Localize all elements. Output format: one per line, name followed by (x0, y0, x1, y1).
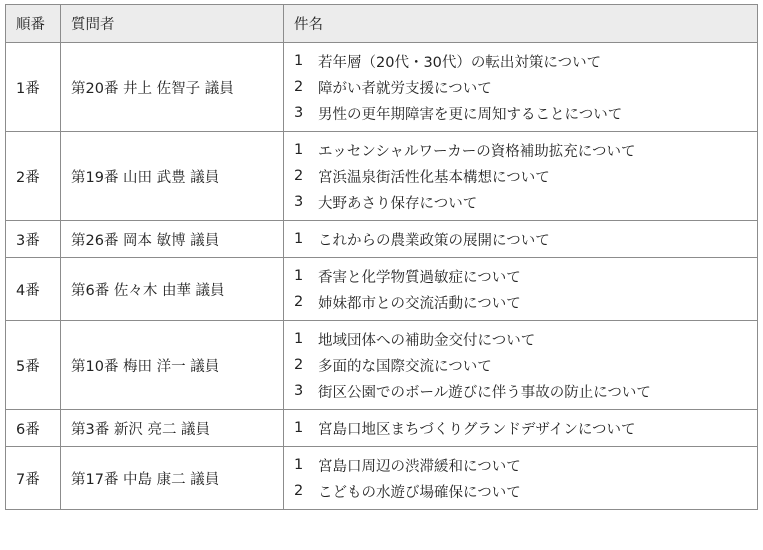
table-header-row (6, 5, 758, 43)
subject-text: 大野あさり保存について (318, 195, 478, 212)
subject-item (294, 352, 757, 378)
subject-list (294, 321, 757, 409)
table-row (6, 447, 758, 510)
questioner-cell: 第6番 佐々木 由華 議員 (61, 258, 284, 321)
questioner-cell: 第17番 中島 康二 議員 (61, 447, 284, 510)
subject-item (294, 226, 757, 252)
subject-number: 2 (294, 357, 304, 373)
subject-item (294, 415, 757, 441)
subject-text: 若年層（20代・30代）の転出対策について (318, 54, 602, 71)
subject-cell (284, 258, 758, 321)
table-row (6, 132, 758, 221)
subject-text: 姉妹都市との交流活動について (318, 295, 521, 312)
subject-cell (284, 321, 758, 410)
table-row (6, 221, 758, 258)
order-cell: 1番 (6, 43, 61, 132)
questioner-cell: 第3番 新沢 亮二 議員 (61, 410, 284, 447)
subject-cell (284, 447, 758, 510)
order-cell: 6番 (6, 410, 61, 447)
subject-text: これからの農業政策の展開について (318, 232, 550, 249)
order-cell: 3番 (6, 221, 61, 258)
questioner-cell: 第20番 井上 佐智子 議員 (61, 43, 284, 132)
header-subject: 件名 (284, 5, 758, 43)
subject-item (294, 163, 757, 189)
subject-cell (284, 43, 758, 132)
subject-number: 1 (294, 231, 304, 247)
subject-text: 香害と化学物質過敏症について (318, 269, 521, 286)
subject-number: 3 (294, 194, 304, 210)
subject-item (294, 263, 757, 289)
subject-text: 地域団体への補助金交付について (318, 332, 536, 349)
subject-list (294, 43, 757, 131)
table-row (6, 321, 758, 410)
subject-list (294, 258, 757, 320)
order-cell: 7番 (6, 447, 61, 510)
subject-item (294, 452, 757, 478)
subject-item (294, 478, 757, 504)
subject-item (294, 378, 757, 404)
subject-item (294, 48, 757, 74)
subject-number: 1 (294, 331, 304, 347)
order-cell: 2番 (6, 132, 61, 221)
subject-cell (284, 410, 758, 447)
subject-number: 2 (294, 294, 304, 310)
subject-text: こどもの水遊び場確保について (318, 484, 521, 501)
subject-item (294, 289, 757, 315)
subject-number: 1 (294, 53, 304, 69)
subject-item (294, 137, 757, 163)
subject-text: 障がい者就労支援について (318, 80, 492, 97)
subject-item (294, 189, 757, 215)
question-schedule-table (5, 4, 758, 510)
subject-list (294, 410, 757, 446)
subject-number: 3 (294, 383, 304, 399)
subject-item (294, 100, 757, 126)
order-cell: 5番 (6, 321, 61, 410)
subject-cell (284, 132, 758, 221)
subject-list (294, 447, 757, 509)
subject-text: 宮浜温泉街活性化基本構想について (318, 169, 550, 186)
subject-number: 2 (294, 79, 304, 95)
subject-text: エッセンシャルワーカーの資格補助拡充について (318, 143, 636, 160)
header-questioner: 質問者 (61, 5, 284, 43)
table-body (6, 43, 758, 510)
subject-cell (284, 221, 758, 258)
subject-number: 2 (294, 168, 304, 184)
subject-number: 1 (294, 142, 304, 158)
questioner-cell: 第10番 梅田 洋一 議員 (61, 321, 284, 410)
order-cell: 4番 (6, 258, 61, 321)
questioner-cell: 第26番 岡本 敏博 議員 (61, 221, 284, 258)
subject-list (294, 221, 757, 257)
table-row (6, 43, 758, 132)
subject-text: 宮島口地区まちづくりグランドデザインについて (318, 421, 636, 438)
subject-number: 1 (294, 457, 304, 473)
subject-number: 1 (294, 420, 304, 436)
subject-number: 1 (294, 268, 304, 284)
subject-item (294, 74, 757, 100)
header-order: 順番 (6, 5, 61, 43)
table-row (6, 258, 758, 321)
subject-text: 男性の更年期障害を更に周知することについて (318, 106, 623, 123)
subject-text: 多面的な国際交流について (318, 358, 492, 375)
subject-text: 宮島口周辺の渋滞緩和について (318, 458, 521, 475)
table-row (6, 410, 758, 447)
subject-text: 街区公園でのボール遊びに伴う事故の防止について (318, 384, 651, 401)
subject-item (294, 326, 757, 352)
subject-number: 2 (294, 483, 304, 499)
questioner-cell: 第19番 山田 武豊 議員 (61, 132, 284, 221)
subject-list (294, 132, 757, 220)
subject-number: 3 (294, 105, 304, 121)
